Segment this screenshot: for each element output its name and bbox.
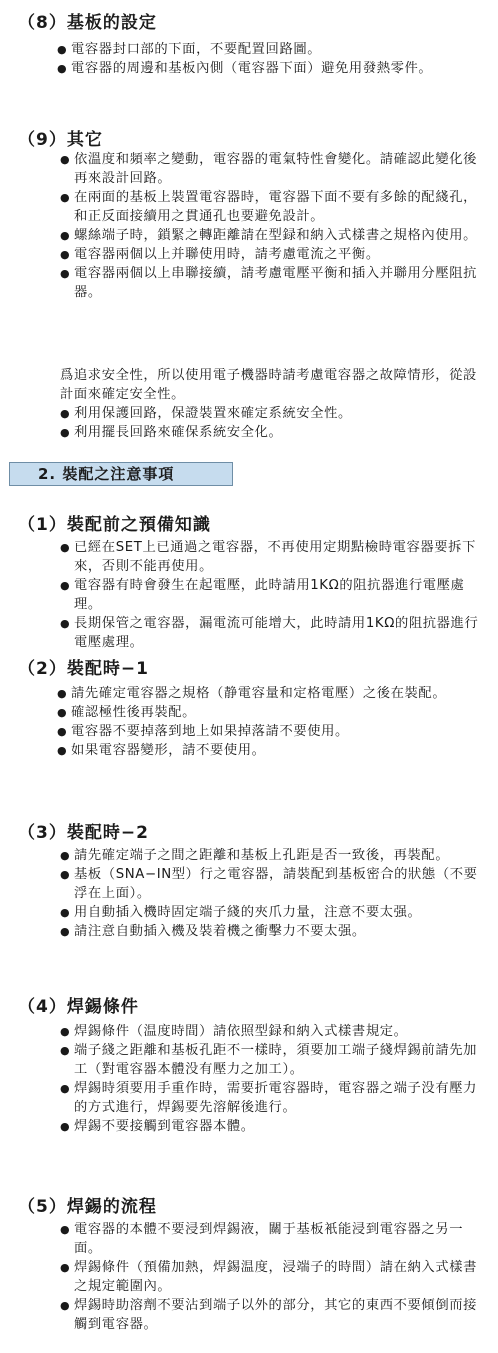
list-item: ● 電容器的本體不要浸到焊錫液，關于基板衹能浸到電容器之另一面。 xyxy=(60,1220,490,1258)
list-item: ● 電容器有時會發生在起電壓，此時請用1KΩ的阻抗器進行電壓處理。 xyxy=(60,576,488,614)
list-item: ● 如果電容器變形，請不要使用。 xyxy=(57,741,497,760)
pre-assembly-heading: （1）裝配前之預備知識 xyxy=(18,515,211,535)
solder-conditions-list xyxy=(60,1022,490,1136)
section-8-list xyxy=(57,40,497,78)
section-8-heading: （8）基板的設定 xyxy=(18,13,157,33)
solder-conditions-heading: （4）焊錫條件 xyxy=(18,997,139,1017)
list-item: ● 電容器的周邊和基板內側（電容器下面）避免用發熱零件。 xyxy=(57,59,497,78)
list-item: ● 電容器封口部的下面，不要配置回路圖。 xyxy=(57,40,497,59)
list-item: ● 電容器不要掉落到地上如果掉落請不要使用。 xyxy=(57,722,497,741)
safety-paragraph: 爲追求安全性，所以使用電子機器時請考慮電容器之故障情形，從設計面來確定安全性。 xyxy=(60,368,477,402)
assembly-1-list xyxy=(57,684,497,760)
solder-flow-list xyxy=(60,1220,490,1334)
assembly-2-heading: （3）裝配時−2 xyxy=(18,823,149,843)
section-2-banner: 2. 裝配之注意事項 xyxy=(9,462,233,486)
list-item: ● 焊錫條件（預備加熱，焊錫温度，浸端子的時間）請在納入式樣書之規定範圍內。 xyxy=(60,1258,490,1296)
list-item: ● 焊錫不要接觸到電容器本體。 xyxy=(60,1117,490,1136)
list-item: ● 電容器兩個以上串聯接續，請考慮電壓平衡和插入并聯用分壓阻抗器。 xyxy=(60,264,488,302)
list-item: ● 用自動插入機時固定端子綫的夾爪力量，注意不要太强。 xyxy=(60,903,490,922)
list-item: ● 已經在SET上已通過之電容器，不再使用定期點檢時電容器要拆下來，否則不能再使用。 xyxy=(60,538,488,576)
safety-list xyxy=(60,404,488,442)
section-9-heading: （9）其它 xyxy=(18,130,103,150)
list-item: ● 利用擺長回路來確保系統安全化。 xyxy=(60,423,488,442)
list-item: ● 焊錫條件（温度時間）請依照型録和納入式樣書規定。 xyxy=(60,1022,490,1041)
pre-assembly-list xyxy=(60,538,488,652)
list-item: ● 焊錫時須要用手重作時，需要折電容器時，電容器之端子没有壓力的方式進行，焊錫要先溶解後進行。 xyxy=(60,1079,490,1117)
list-item: ● 請先確定電容器之規格（静電容量和定格電壓）之後在裝配。 xyxy=(57,684,497,703)
solder-flow-heading: （5）焊錫的流程 xyxy=(18,1197,157,1217)
list-item: ● 請注意自動插入機及裝着機之衝擊力不要太强。 xyxy=(60,922,490,941)
list-item: ● 螺絲端子時，鎖緊之轉距離請在型録和納入式樣書之規格內使用。 xyxy=(60,226,488,245)
assembly-2-list xyxy=(60,846,490,941)
list-item: ● 焊錫時助溶劑不要沾到端子以外的部分，其它的東西不要傾倒而接觸到電容器。 xyxy=(60,1296,490,1334)
list-item: ● 端子綫之距離和基板孔距不一樣時，須要加工端子綫焊錫前請先加工（對電容器本體没有壓力之加工）。 xyxy=(60,1041,490,1079)
list-item: ● 長期保管之電容器，漏電流可能增大，此時請用1KΩ的阻抗器進行電壓處理。 xyxy=(60,614,488,652)
list-item: ● 確認極性後再裝配。 xyxy=(57,703,497,722)
list-item: ● 利用保護回路，保證裝置來確定系統安全性。 xyxy=(60,404,488,423)
assembly-1-heading: （2）裝配時−1 xyxy=(18,659,149,679)
list-item: ● 基板（SNA−IN型）行之電容器，請裝配到基板密合的狀態（不要浮在上面）。 xyxy=(60,865,490,903)
list-item: ● 電容器兩個以上并聯使用時，請考慮電流之平衡。 xyxy=(60,245,488,264)
list-item: ● 依溫度和頻率之變動，電容器的電氣特性會變化。請確認此變化後再來設計回路。 xyxy=(60,150,488,188)
list-item: ● 請先確定端子之間之距離和基板上孔距是否一致後，再裝配。 xyxy=(60,846,490,865)
list-item: ● 在兩面的基板上裝置電容器時，電容器下面不要有多餘的配綫孔，和正反面接續用之貫通孔也要避免設計。 xyxy=(60,188,488,226)
section-9-list xyxy=(60,150,488,302)
